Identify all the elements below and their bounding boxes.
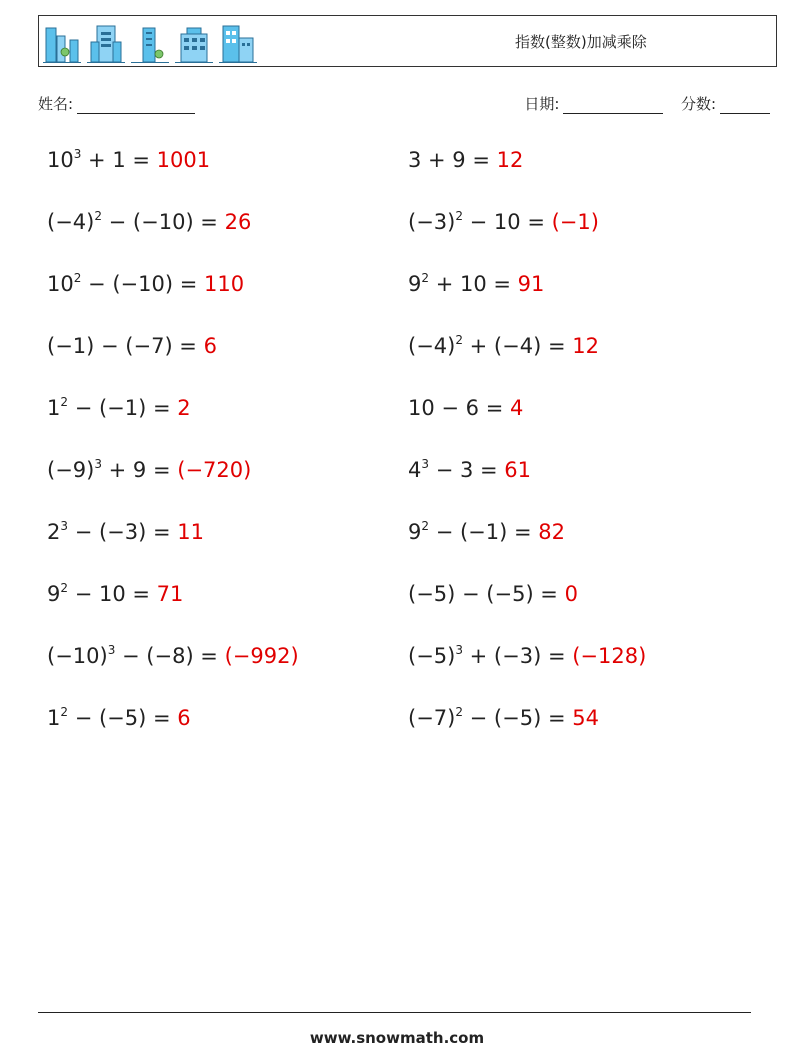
problem-left-3: [47, 272, 244, 296]
problem-rest: + 9 =: [101, 458, 178, 482]
problem-rest: − (−5) =: [462, 706, 573, 730]
building-icons: [43, 22, 257, 64]
problem-answer: 1001: [156, 148, 211, 172]
problem-answer: 91: [517, 272, 545, 296]
problem-exponent: 2: [455, 333, 463, 347]
problem-answer: 12: [572, 334, 599, 358]
problem-answer: (−992): [224, 644, 299, 668]
problem-left-4: [47, 334, 217, 358]
problem-answer: 2: [177, 396, 191, 420]
problem-base: 2: [47, 520, 61, 544]
problem-rest: − (−1) =: [68, 396, 178, 420]
problem-exponent: 3: [107, 643, 116, 657]
problem-exponent: 2: [421, 519, 430, 533]
problem-exponent: 2: [455, 705, 463, 719]
problem-base: 9: [408, 272, 422, 296]
problem-rest: − (−5) =: [68, 706, 178, 730]
problem-right-8: [408, 582, 578, 606]
building-icon-2: [87, 22, 125, 64]
problem-exponent: 3: [421, 457, 430, 471]
problem-rest: − (−10) =: [101, 210, 225, 234]
problem-exponent: 3: [455, 643, 463, 657]
problem-base: 10: [47, 272, 74, 296]
score-label: 分数:: [680, 95, 716, 113]
problem-base: (−5): [408, 644, 456, 668]
problem-right-7: [408, 520, 565, 544]
worksheet-title: 指数(整数)加减乘除: [515, 33, 647, 51]
problem-base: 1: [47, 396, 61, 420]
date-score-fields: [524, 93, 770, 114]
problem-rest: + 1 =: [81, 148, 157, 172]
problem-answer: 0: [564, 582, 578, 606]
problem-base: (−10): [47, 644, 108, 668]
date-label: 日期:: [524, 95, 560, 113]
problem-base: (−5) − (−5) =: [408, 582, 565, 606]
problem-rest: − (−10) =: [81, 272, 204, 296]
problem-rest: − (−8) =: [115, 644, 225, 668]
problem-exponent: 2: [60, 581, 69, 595]
footer-url: www.snowmath.com: [309, 1029, 485, 1047]
problem-right-9: [408, 644, 646, 668]
problem-right-10: [408, 706, 599, 730]
problem-base: 10: [47, 148, 74, 172]
building-icon-1: [43, 22, 81, 64]
problem-answer: 61: [504, 458, 532, 482]
date-blank[interactable]: [563, 97, 663, 114]
problem-rest: − (−3) =: [68, 520, 178, 544]
problem-answer: 82: [538, 520, 565, 544]
problem-left-1: [47, 148, 210, 172]
building-icon-4: [175, 22, 213, 64]
problem-right-4: [408, 334, 599, 358]
problem-base: 4: [408, 458, 422, 482]
problem-base: (−7): [408, 706, 456, 730]
problem-rest: − 10 =: [462, 210, 552, 234]
problem-answer: 54: [572, 706, 599, 730]
problem-left-5: [47, 396, 191, 420]
problem-right-5: [408, 396, 523, 420]
problem-answer: 26: [224, 210, 252, 234]
problem-left-9: [47, 644, 299, 668]
name-blank[interactable]: [77, 97, 195, 114]
problem-rest: − 10 =: [68, 582, 157, 606]
header-box: [38, 15, 777, 67]
problem-exponent: 2: [60, 395, 69, 409]
problem-rest: + (−4) =: [462, 334, 573, 358]
problem-answer: (−720): [177, 458, 252, 482]
problem-answer: 6: [177, 706, 191, 730]
building-icon-3: [131, 22, 169, 64]
problem-left-6: [47, 458, 251, 482]
problem-right-3: [408, 272, 544, 296]
problem-rest: + (−3) =: [462, 644, 573, 668]
problem-rest: − (−1) =: [429, 520, 539, 544]
problem-rest: + 10 =: [429, 272, 518, 296]
footer-divider: [38, 1012, 751, 1013]
problem-base: 1: [47, 706, 61, 730]
problem-rest: − 3 =: [429, 458, 505, 482]
problem-base: (−1) − (−7) =: [47, 334, 204, 358]
problem-answer: 110: [203, 272, 245, 296]
problem-base: (−4): [408, 334, 456, 358]
problem-base: 9: [408, 520, 422, 544]
problem-exponent: 3: [94, 457, 102, 471]
problem-left-7: [47, 520, 204, 544]
score-blank[interactable]: [720, 97, 770, 114]
building-icon-5: [219, 22, 257, 64]
problem-left-10: [47, 706, 191, 730]
problem-base: (−3): [408, 210, 456, 234]
problem-exponent: 2: [421, 271, 430, 285]
problem-exponent: 3: [73, 147, 82, 161]
problem-answer: (−128): [572, 644, 647, 668]
problem-exponent: 2: [60, 705, 69, 719]
problem-base: (−9): [47, 458, 95, 482]
problem-right-2: [408, 210, 599, 234]
problem-right-1: [408, 148, 523, 172]
problem-exponent: 2: [73, 271, 82, 285]
problem-left-2: [47, 210, 251, 234]
problem-exponent: 2: [455, 209, 463, 223]
problem-base: 3 + 9 =: [408, 148, 497, 172]
problem-answer: (−1): [551, 210, 599, 234]
problem-exponent: 3: [60, 519, 69, 533]
problem-answer: 12: [496, 148, 524, 172]
problem-answer: 4: [509, 396, 524, 420]
problem-answer: 11: [177, 520, 204, 544]
problem-answer: 6: [203, 334, 217, 358]
problem-left-8: [47, 582, 183, 606]
problem-base: 10 − 6 =: [408, 396, 510, 420]
name-field: [38, 93, 195, 114]
name-label: 姓名:: [38, 95, 74, 113]
problem-base: (−4): [47, 210, 95, 234]
problem-right-6: [408, 458, 531, 482]
problem-exponent: 2: [94, 209, 102, 223]
problem-answer: 71: [156, 582, 184, 606]
problem-base: 9: [47, 582, 61, 606]
